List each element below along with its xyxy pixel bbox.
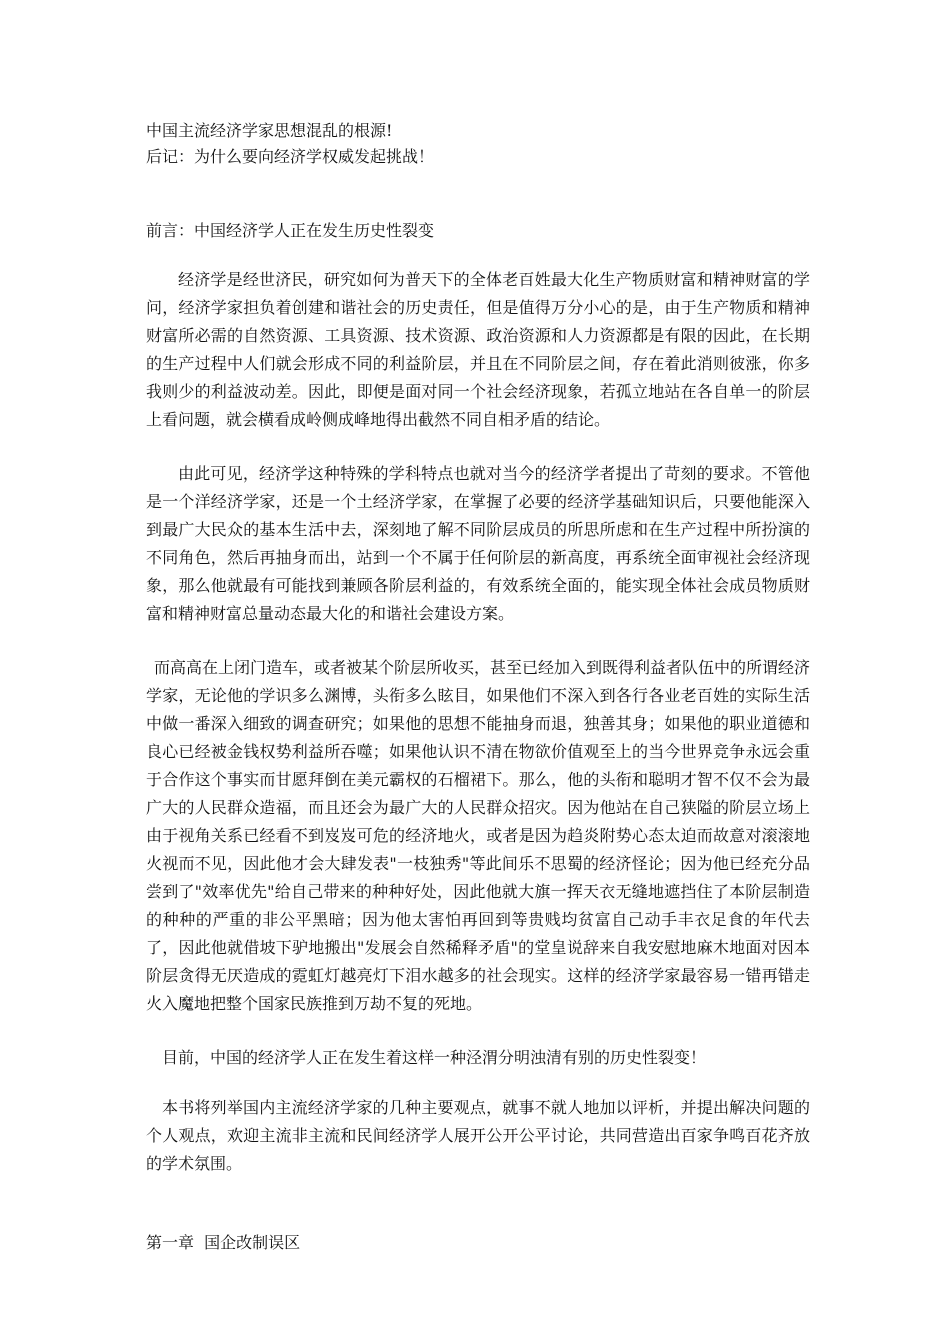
- chapter-heading: 第一章 国企改制误区: [146, 1233, 301, 1252]
- paragraph: 由此可见，经济学这种特殊的学科特点也就对当今的经济学者提出了苛刻的要求。不管他是一个洋经济学家，还是一个土经济学家，在掌握了必要的经济学基础知识后，只要他能深入到最广大民众的基本生活中去，深刻地了解不同阶层成员的所思所虑和在生产过程中所扮演的不同角色，然后再抽身而出，站到一个不属于任何阶层的新高度，再系统全面审视社会经济现象，那么他就最有可能找到兼顾各阶层利益的，有效系统全面的，能实现全体社会成员物质财富和精神财富总量动态最大化的和谐社会建设方案。: [146, 464, 810, 623]
- paragraph: 经济学是经世济民，研究如何为普天下的全体老百姓最大化生产物质财富和精神财富的学问，经济学家担负着创建和谐社会的历史责任，但是值得万分小心的是，由于生产物质和精神财富所必需的自然资源、工具资源、技术资源、政治资源和人力资源都是有限的因此，在长期的生产过程中人们就会形成不同的利益阶层，并且在不同阶层之间，存在着此消则彼涨，你多我则少的利益波动差。因此，即便是面对同一个社会经济现象，若孤立地站在各自单一的阶层上看问题，就会横看成岭侧成峰地得出截然不同自相矛盾的结论。: [146, 270, 810, 429]
- paragraph: 本书将列举国内主流经济学家的几种主要观点，就事不就人地加以评析，并提出解决问题的个人观点，欢迎主流非主流和民间经济学人展开公开公平讨论，共同营造出百家争鸣百花齐放的学术氛围。: [146, 1098, 810, 1173]
- preface-heading: 前言：中国经济学人正在发生历史性裂变: [146, 221, 435, 240]
- paragraph: 而高高在上闭门造车，或者被某个阶层所收买，甚至已经加入到既得利益者队伍中的所谓经济学家，无论他的学识多么渊博，头衔多么眩目，如果他们不深入到各行各业老百姓的实际生活中做一番深入细致的调查研究；如果他的思想不能抽身而退，独善其身；如果他的职业道德和良心已经被金钱权势利益所吞噬；如果他认识不清在物欲价值观至上的当今世界竞争永远会重于合作这个事实而甘愿拜倒在美元霸权的石榴裙下。那么，他的头衔和聪明才智不仅不会为最广大的人民群众造福，而且还会为最广大的人民群众招灾。因为他站在自己狭隘的阶层立场上由于视角关系已经看不到岌岌可危的经济地火，或者是因为趋炎附势心态太迫而故意对滚滚地火视而不见，因此他才会大肆发表"一枝独秀"等此间乐不思蜀的经济怪论；因为他已经充分品尝到了"效率优先"给自己带来的种种好处，因此他就大旗一挥天衣无缝地遮挡住了本阶层制造的种种的严重的非公平黑暗；因为他太害怕再回到等贵贱均贫富自己动手丰衣足食的年代去了，因此他就借坡下驴地搬出"发展会自然稀释矛盾"的堂皇说辞来自我安慰地麻木地面对因本阶层贪得无厌造成的霓虹灯越亮灯下泪水越多的社会现实。这样的经济学家最容易一错再错走火入魔地把整个国家民族推到万劫不复的死地。: [146, 658, 811, 1013]
- toc-line: 后记：为什么要向经济学权威发起挑战！: [146, 147, 435, 166]
- toc-line: 中国主流经济学家思想混乱的根源!: [146, 121, 393, 140]
- document-page: [146, 118, 810, 1256]
- paragraph: 目前，中国的经济学人正在发生着这样一种泾渭分明浊清有别的历史性裂变！: [162, 1048, 707, 1067]
